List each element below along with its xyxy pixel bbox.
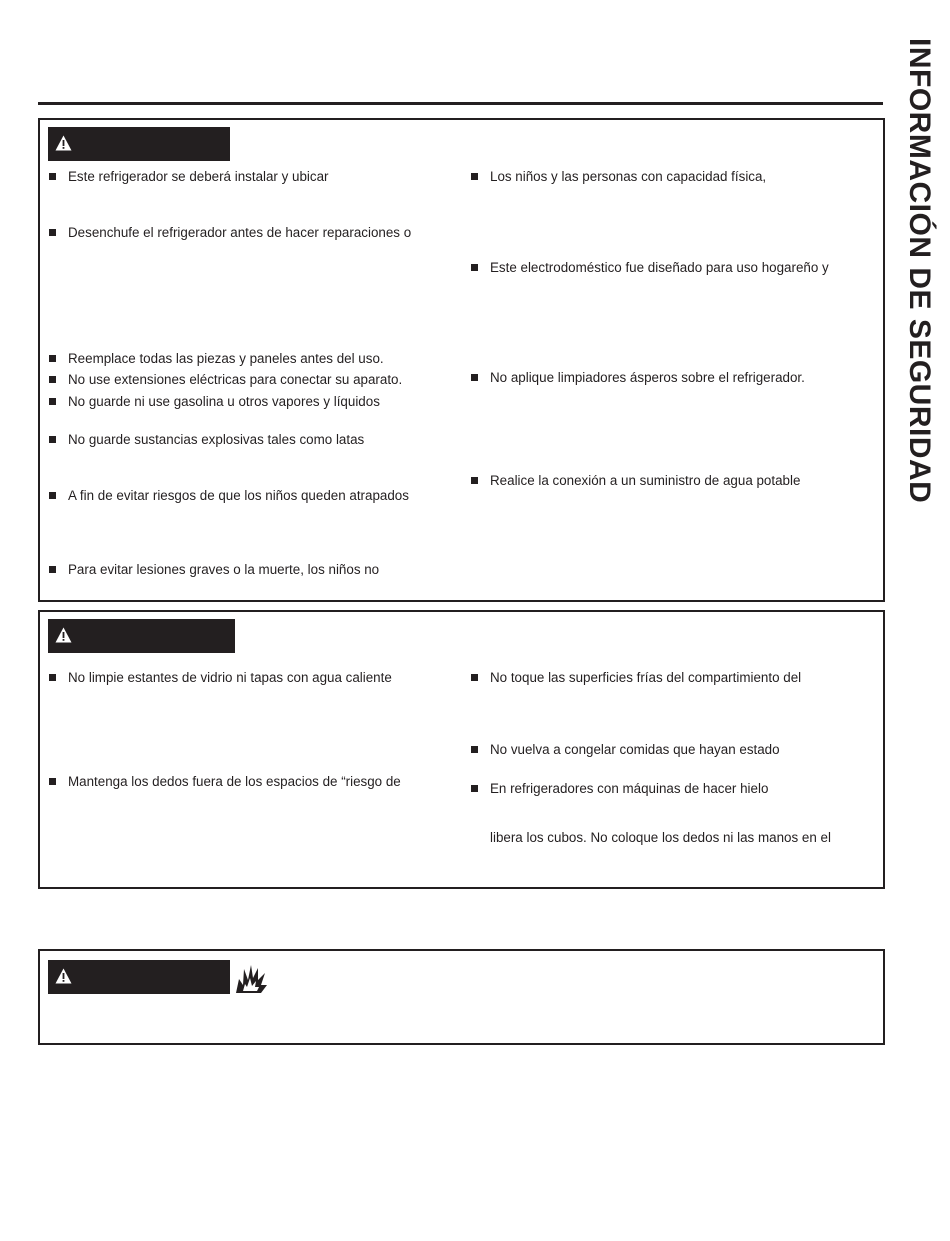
list-item: No guarde sustancias explosivas tales como latas <box>68 432 364 448</box>
list-item: A fin de evitar riesgos de que los niños queden atrapados <box>68 488 409 504</box>
list-item: Realice la conexión a un suministro de agua potable <box>490 473 800 489</box>
warning-triangle-icon <box>55 627 72 643</box>
list-item: No use extensiones eléctricas para conectar su aparato. <box>68 372 402 388</box>
list-item: No limpie estantes de vidrio ni tapas con agua caliente <box>68 670 392 686</box>
header-rule <box>38 102 883 105</box>
list-item: Mantenga los dedos fuera de los espacios de “riesgo de <box>68 774 401 790</box>
list-item: Reemplace todas las piezas y paneles antes del uso. <box>68 351 384 367</box>
list-item: Este refrigerador se deberá instalar y ubicar <box>68 169 329 185</box>
caution-banner <box>48 619 235 653</box>
caution-box <box>38 610 885 889</box>
warning-box <box>38 118 885 602</box>
list-item: En refrigeradores con máquinas de hacer hielo <box>490 781 768 797</box>
warning-triangle-icon <box>55 968 72 984</box>
list-item: Para evitar lesiones graves o la muerte, los niños no <box>68 562 379 578</box>
section-side-title: INFORMACIÓN DE SEGURIDAD <box>903 38 936 504</box>
list-item: Desenchufe el refrigerador antes de hacer reparaciones o <box>68 225 411 241</box>
list-item: No aplique limpiadores ásperos sobre el refrigerador. <box>490 370 805 386</box>
warning-triangle-icon <box>55 135 72 151</box>
explosion-warning-box <box>38 949 885 1045</box>
list-item: Los niños y las personas con capacidad física, <box>490 169 766 185</box>
list-item: No vuelva a congelar comidas que hayan estado <box>490 742 780 758</box>
explosion-icon <box>234 963 268 995</box>
list-item: No guarde ni use gasolina u otros vapores y líquidos <box>68 394 380 410</box>
list-item: Este electrodoméstico fue diseñado para uso hogareño y <box>490 260 829 276</box>
warning-banner <box>48 960 230 994</box>
list-item: No toque las superficies frías del compartimiento del <box>490 670 801 686</box>
warning-banner <box>48 127 230 161</box>
list-item-continuation: libera los cubos. No coloque los dedos ni las manos en el <box>490 830 831 845</box>
